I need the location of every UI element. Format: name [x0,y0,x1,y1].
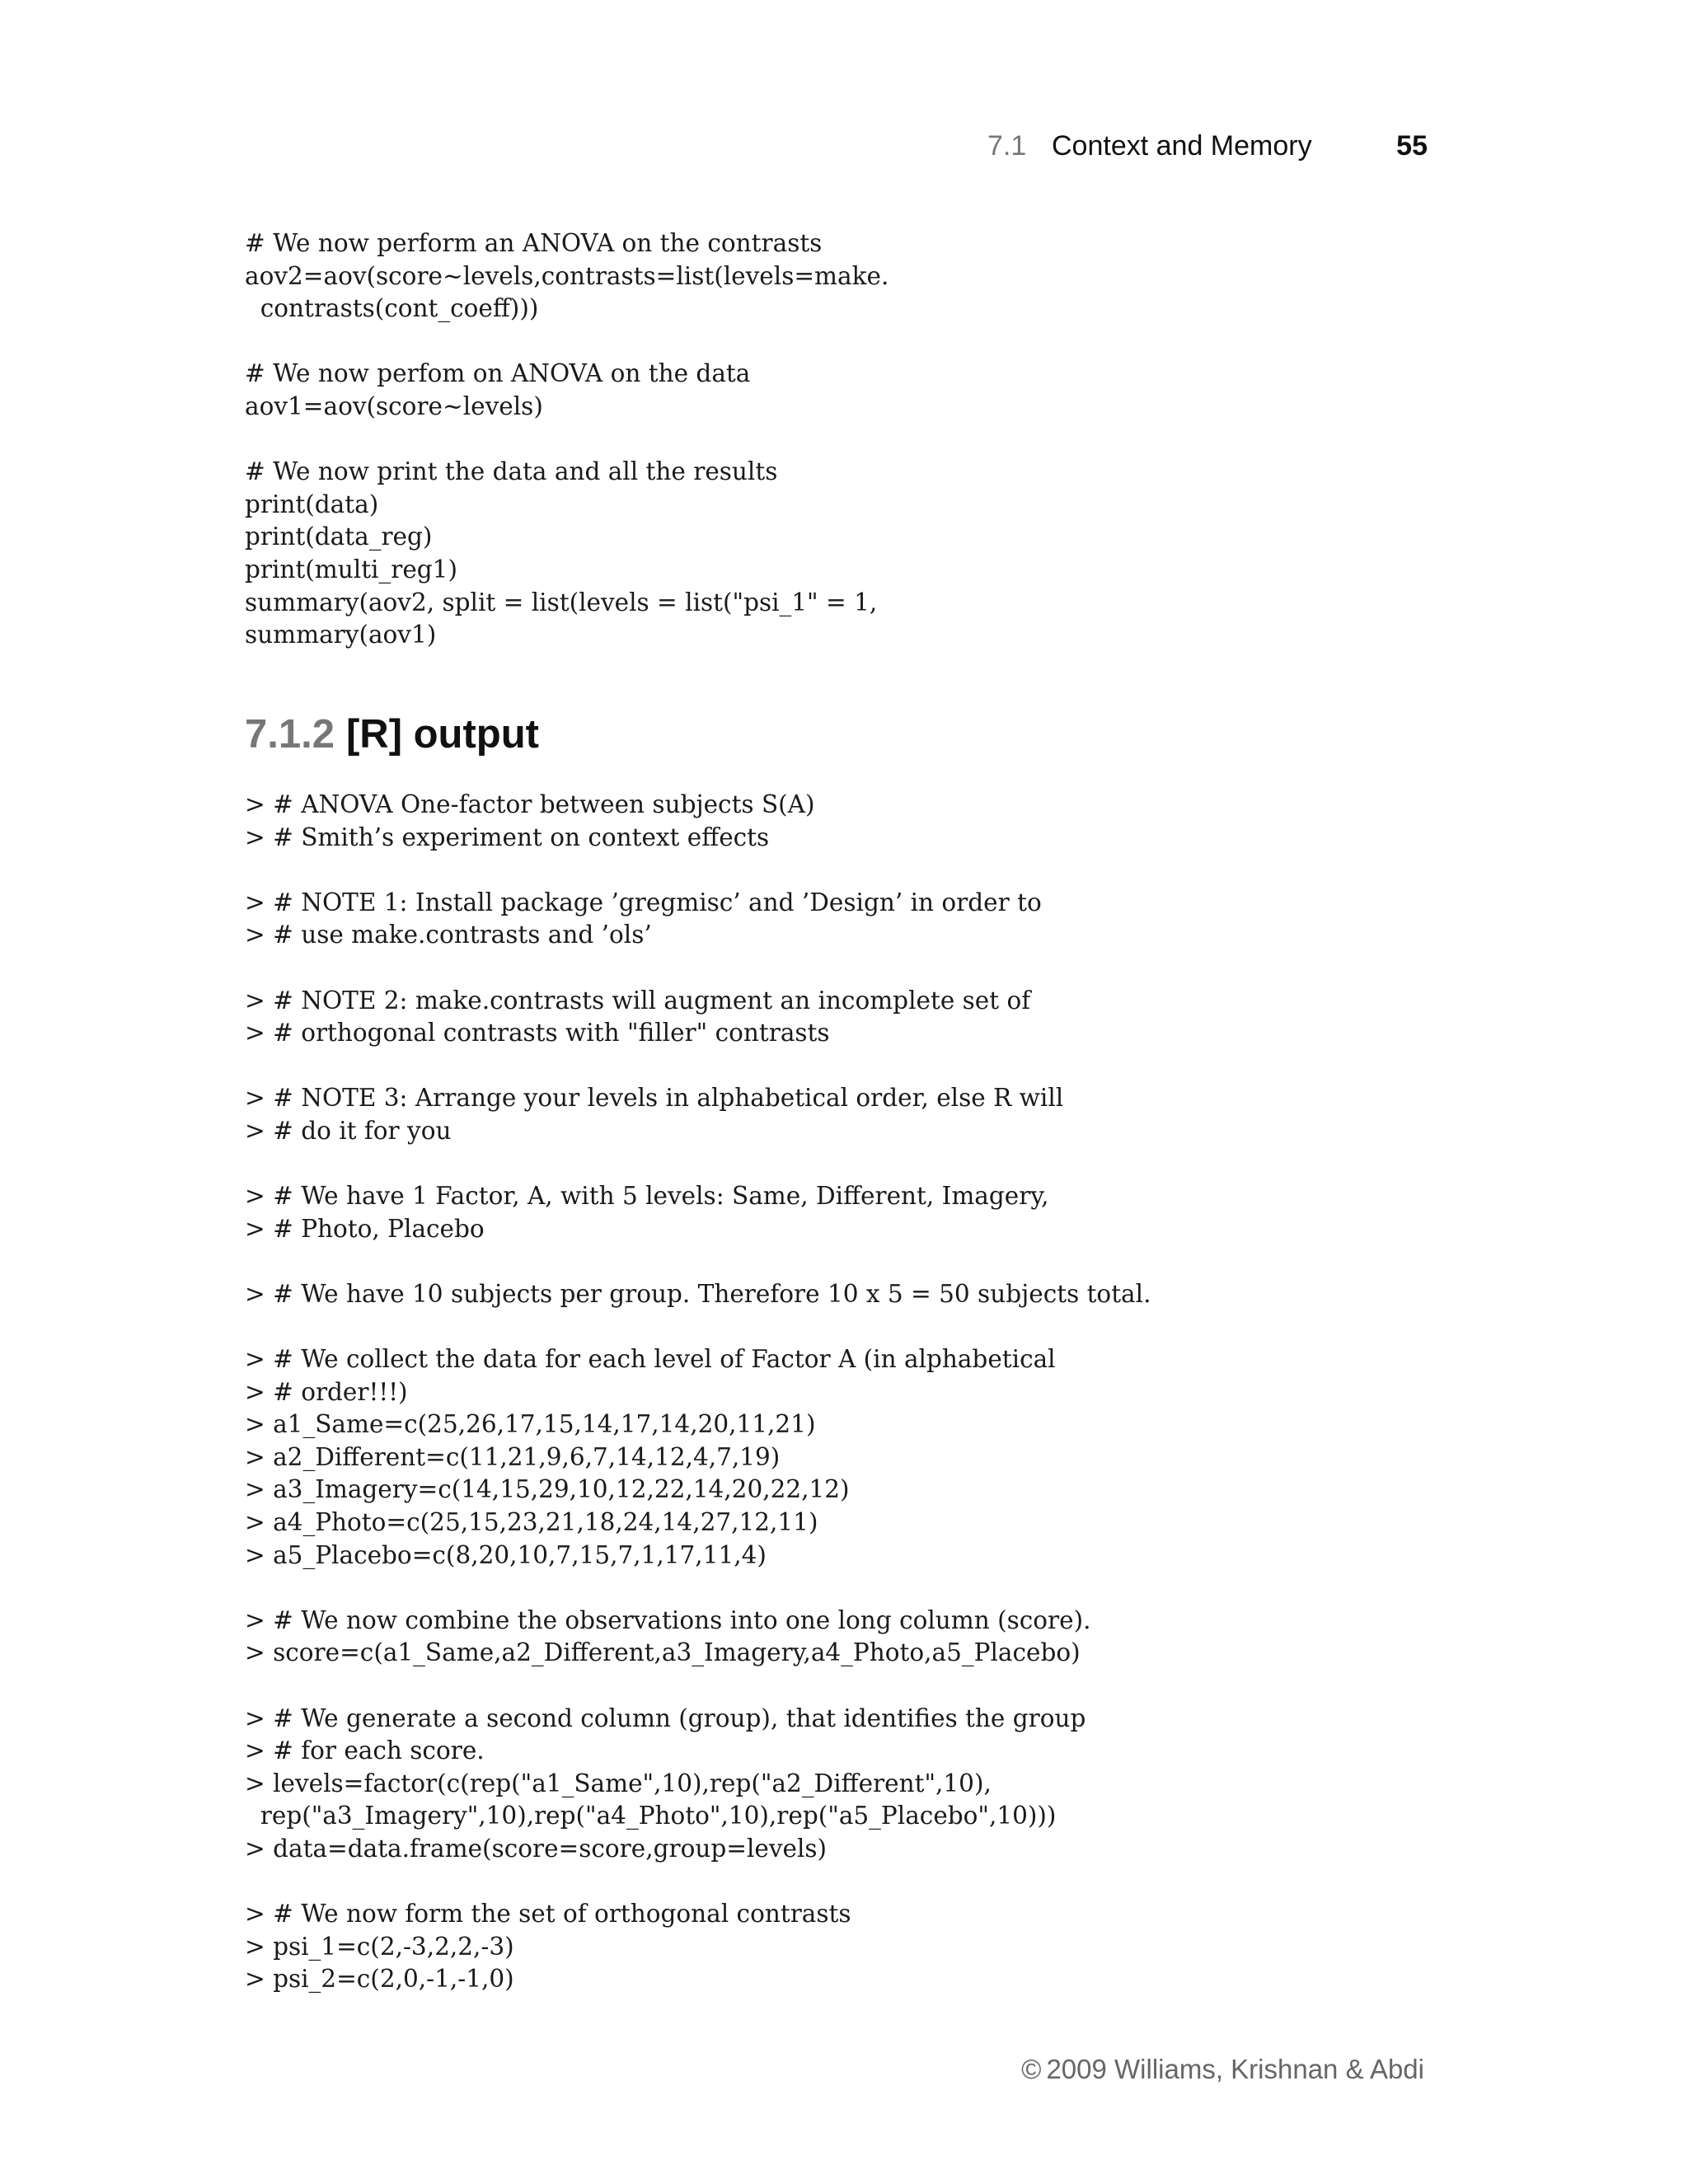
code-block-r-output: > # ANOVA One-factor between subjects S(A) > # Smith’s experiment on context effects > # NOTE 1: Install package ’gregmisc’ and ’Design’ in order to > # use make.contrasts and ’ols’ > # NOTE 2: make.contrasts will augment an incomplete set of > # orthogonal contrasts with "filler" contrasts > # NOTE 3: Arrange your levels in alphabetical order, else R will > # do it for you > # We have 1 Factor, A, with 5 levels: Same, Different, Imagery, > # Photo, Placebo > # We have 10 subjects per group. Therefore 10 x 5 = 50 subjects total. > # We collect the data for each level of Factor A (in alphabetical > # order!!!) > a1_Same=c(25,26,17,15,14,17,14,20,11,21) > a2_Different=c(11,21,9,6,7,14,12,4,7,19) > a3_Imagery=c(14,15,29,10,12,22,14,20,22,12) > a4_Photo=c(25,15,23,21,18,24,14,27,12,11) > a5_Placebo=c(8,20,10,7,15,7,1,17,11,4) > # We now combine the observations into one long column (score). > score=c(a1_Same,a2_Different,a3_Imagery,a4_Photo,a5_Placebo) > # We generate a second column (group), that identifies the group > # for each score. > levels=factor(c(rep("a1_Same",10),rep("a2_Different",10), rep("a3_Imagery",10),rep("a4_Photo",10),rep("a5_Placebo",10))) > data=data.frame(score=score,group=levels) > # We now form the set of orthogonal contrasts > psi_1=c(2,-3,2,2,-3) > psi_2=c(2,0,-1,-1,0) [245,790,1151,1994]
running-head-section-number: 7.1 [987,130,1027,162]
code-block-r-script: # We now perform an ANOVA on the contrasts aov2=aov(score~levels,contrasts=list(levels=make. contrasts(cont_coeff))) # We now perfom on ANOVA on the data aov1=aov(score~levels) # We now print the data and all the results print(data) print(data_reg) print(multi_reg1) summary(aov2, split = list(levels = list("psi_1" = 1, summary(aov1) [245,229,889,649]
copyright-icon: © [1021,2054,1042,2084]
copyright-footer [996,2049,1424,2090]
copyright-text: 2009 Williams, Krishnan & Abdi [1046,2054,1424,2084]
section-heading-number: 7.1.2 [245,712,335,757]
section-heading [245,705,539,763]
section-heading-title: [R] output [345,712,539,757]
running-head [987,125,1428,166]
page-number: 55 [1396,130,1428,162]
running-head-section-title: Context and Memory [1052,130,1312,162]
